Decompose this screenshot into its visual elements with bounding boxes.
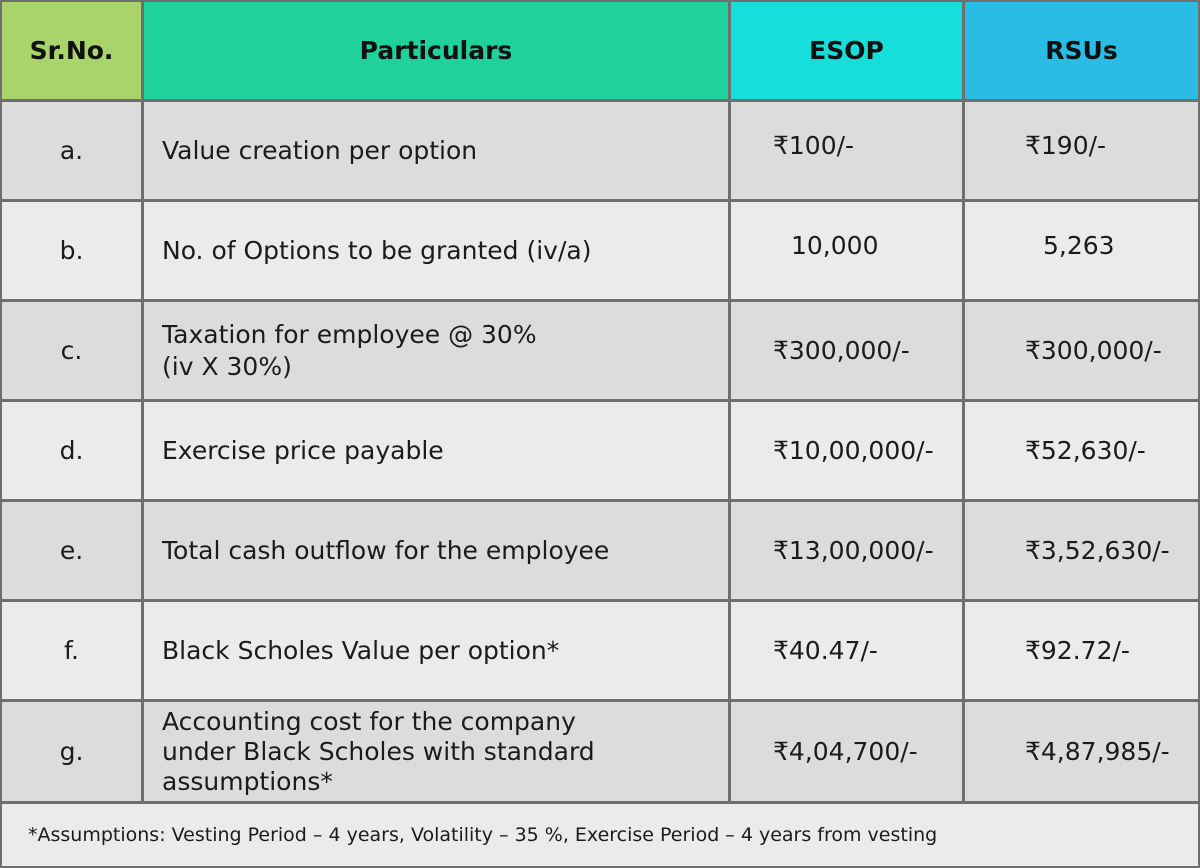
row-f-esop: ₹40.47/- xyxy=(731,602,962,699)
row-a-sr: a. xyxy=(2,102,141,199)
row-g-particulars xyxy=(144,702,728,801)
row-g-rsus: ₹4,87,985/- xyxy=(965,702,1198,801)
row-g-particulars-line-2: under Black Scholes with standard xyxy=(162,736,595,766)
row-g-esop: ₹4,04,700/- xyxy=(731,702,962,801)
row-a-rsus: ₹190/- xyxy=(965,102,1198,199)
row-e-particulars xyxy=(144,502,728,599)
row-c-rsus: ₹300,000/- xyxy=(965,302,1198,399)
row-e-rsus: ₹3,52,630/- xyxy=(965,502,1198,599)
row-c-particulars-line-1: Taxation for employee @ 30% xyxy=(162,319,537,349)
row-c-esop: ₹300,000/- xyxy=(731,302,962,399)
row-e-esop: ₹13,00,000/- xyxy=(731,502,962,599)
header-sr-no: Sr.No. xyxy=(2,2,141,99)
row-c-sr: c. xyxy=(2,302,141,399)
row-a-particulars xyxy=(144,102,728,199)
row-f-sr: f. xyxy=(2,602,141,699)
row-e-particulars-line: Total cash outflow for the employee xyxy=(162,535,610,565)
row-e-sr: e. xyxy=(2,502,141,599)
row-d-sr: d. xyxy=(2,402,141,499)
row-a-particulars-line: Value creation per option xyxy=(162,135,478,165)
row-b-esop: 10,000 xyxy=(731,202,962,299)
row-d-rsus: ₹52,630/- xyxy=(965,402,1198,499)
assumptions-footnote: *Assumptions: Vesting Period – 4 years, Volatility – 35 %, Exercise Period – 4 years from vesting xyxy=(2,804,1198,866)
row-f-particulars-line: Black Scholes Value per option* xyxy=(162,635,560,665)
row-a-esop: ₹100/- xyxy=(731,102,962,199)
header-esop: ESOP xyxy=(731,2,962,99)
header-particulars: Particulars xyxy=(144,2,728,99)
row-f-rsus: ₹92.72/- xyxy=(965,602,1198,699)
row-d-particulars-line: Exercise price payable xyxy=(162,435,444,465)
row-b-particulars xyxy=(144,202,728,299)
row-f-particulars xyxy=(144,602,728,699)
row-b-rsus: 5,263 xyxy=(965,202,1198,299)
row-b-sr: b. xyxy=(2,202,141,299)
row-c-particulars-line-2: (iv X 30%) xyxy=(162,351,292,381)
row-g-sr: g. xyxy=(2,702,141,801)
row-b-particulars-line: No. of Options to be granted (iv/a) xyxy=(162,235,592,265)
row-g-particulars-line-3: assumptions* xyxy=(162,766,333,796)
header-rsus: RSUs xyxy=(965,2,1198,99)
row-d-particulars xyxy=(144,402,728,499)
row-c-particulars xyxy=(144,302,728,399)
row-d-esop: ₹10,00,000/- xyxy=(731,402,962,499)
row-g-particulars-line-1: Accounting cost for the company xyxy=(162,706,576,736)
